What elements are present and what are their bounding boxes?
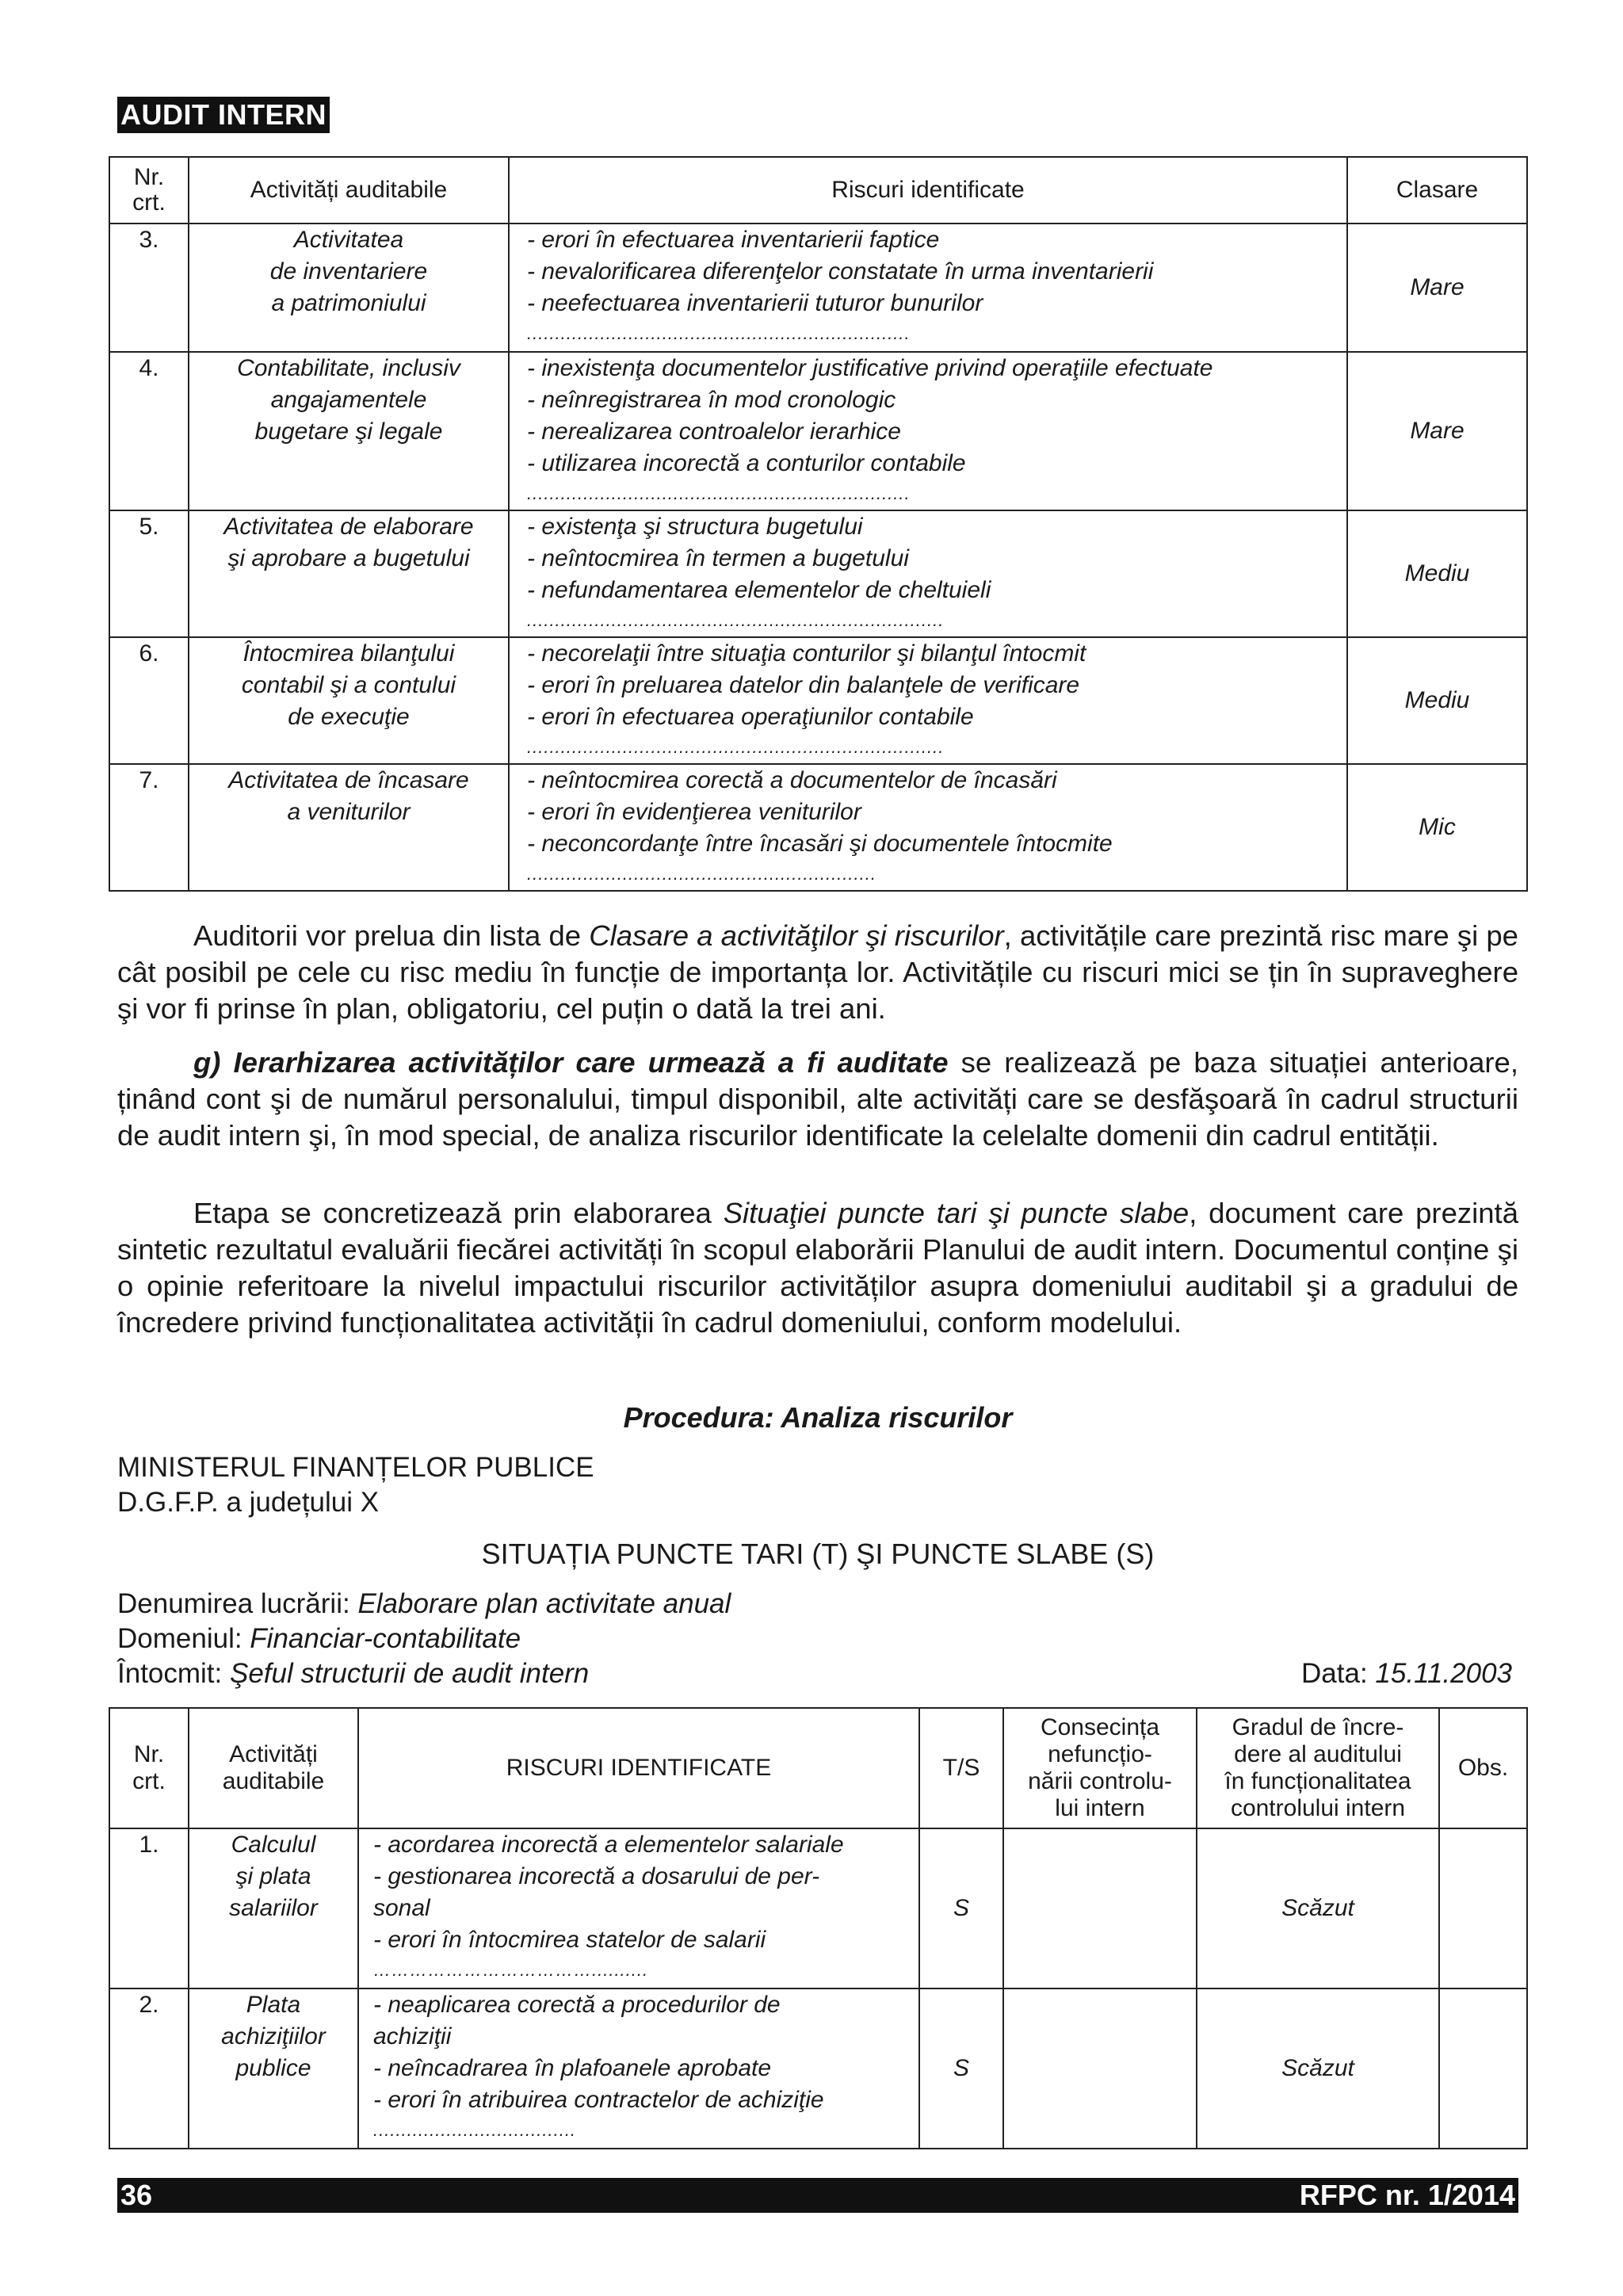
table-row [109, 637, 1527, 764]
text-line: contabil şi a contului [241, 672, 456, 698]
paragraph-etapa: Etapa se concretizează prin elaborarea Situaţiei puncte tari şi puncte slabe, document care prezintă sintetic rezultatul evaluării fiecărei activități în scopul elaborării Planului de audit intern. Documentul conține şi o opinie referitoare la nivelul impactului riscurilor activităților asupra domeniului auditabil şi a gradului de încredere privind funcționalitatea activității în cadrul domeniului, conform modelului. [117, 1197, 1518, 1339]
row-number: 1. [109, 1828, 189, 1988]
text-line: - inexistenţa documentelor justificative privind operaţiile efectuate [527, 355, 1213, 381]
text-line: de execuţie [288, 704, 410, 730]
text-line: - erori în evidenţierea veniturilor [527, 799, 861, 825]
procedure-title: Procedura: Analiza riscurilor [623, 1401, 1013, 1434]
header-ts: T/S [919, 1708, 1003, 1828]
header-risks: Riscuri identificate [509, 157, 1347, 223]
text-line: a patrimoniului [271, 290, 426, 316]
row-number: 3. [109, 223, 189, 352]
ts-cell: S [919, 1828, 1003, 1988]
text-line: - gestionarea incorectă a dosarului de per- [373, 1863, 820, 1889]
text-line: - neefectuarea inventarierii tuturor bunurilor [527, 290, 983, 316]
consecinta-cell [1003, 1988, 1197, 2149]
text-line: - neîncadrarea în plafoanele aprobate [373, 2055, 772, 2081]
text-line: - neînregistrarea în mod cronologic [527, 387, 896, 413]
text-line: - neîntocmirea în termen a bugetului [527, 545, 909, 571]
paragraph-ierarhizare: g) Ierarhizarea activităților care urmează a fi auditate se realizează pe baza situației anterioare, ținând cont şi de numărul personalului, timpul disponibil, alte activități care se desfăşoară în cadrul structurii de audit intern şi, în mod special, de analiza riscurilor identificate la celelalte domenii din cadrul entității. [117, 1046, 1518, 1152]
text-line: Contabilitate, inclusiv [237, 355, 460, 381]
text-line: Calculul [231, 1832, 316, 1858]
section-header: AUDIT INTERN [117, 97, 330, 133]
activity-cell [189, 1828, 358, 1988]
text-line: de inventariere [269, 258, 428, 285]
table-row [109, 764, 1527, 891]
table-row [109, 223, 1527, 352]
row-number: 7. [109, 764, 189, 891]
text-line: - erori în preluarea datelor din balanţele de verificare [527, 672, 1080, 698]
text-line: - nefundamentarea elementelor de cheltuieli [527, 577, 991, 603]
risks-cell [358, 1828, 919, 1988]
header-nr: Nr. crt. [109, 1708, 189, 1828]
activity-cell [189, 223, 509, 352]
clasare-cell: Mare [1347, 223, 1527, 352]
row-number: 4. [109, 352, 189, 510]
activity-cell [189, 352, 509, 510]
ministry-name: MINISTERUL FINANȚELOR PUBLICE [117, 1452, 594, 1483]
journal-issue: RFPC nr. 1/2014 [1299, 2179, 1515, 2211]
text-line: - nevalorificarea diferenţelor constatate în urma inventarierii [527, 258, 1154, 285]
risks-cell [509, 352, 1347, 510]
row-number: 5. [109, 510, 189, 637]
header-consecinta: Consecința nefuncțio- nării controlu- lui intern [1003, 1708, 1197, 1828]
header-gradul: Gradul de încre- dere al auditului în funcționalitatea controlului intern [1197, 1708, 1439, 1828]
document-title: SITUAȚIA PUNCTE TARI (T) ŞI PUNCTE SLABE (S) [481, 1538, 1155, 1570]
dotted-continuation: .......................................................................... [527, 737, 945, 757]
text-line: sonal [373, 1895, 430, 1921]
text-line: salariilor [229, 1895, 318, 1921]
text-line: Activitatea de încasare [228, 767, 469, 793]
activity-cell [189, 510, 509, 637]
activity-cell [189, 764, 509, 891]
activity-cell [189, 637, 509, 764]
text-line: publice [235, 2055, 311, 2081]
text-line: - existenţa şi structura bugetului [527, 514, 863, 540]
text-line: - acordarea incorectă a elementelor salariale [373, 1832, 844, 1858]
footer-bar [117, 2178, 1518, 2213]
risks-cell [509, 223, 1347, 352]
text-line: - nerealizarea controalelor ierarhice [527, 418, 901, 445]
header-activity: Activități auditabile [189, 1708, 358, 1828]
text-line: bugetare şi legale [254, 418, 443, 445]
dotted-continuation: .......................................................................... [527, 610, 945, 630]
clasare-cell: Mediu [1347, 510, 1527, 637]
dotted-continuation: .............................................................. [527, 864, 876, 884]
dotted-continuation: .................................................................... [527, 483, 911, 503]
text-line: Activitatea de elaborare [223, 514, 474, 540]
text-line: - erori în efectuarea operaţiunilor contabile [527, 704, 974, 730]
text-line: - erori în efectuarea inventarierii faptice [527, 227, 940, 253]
dgfp-name: D.G.F.P. a județului X [117, 1487, 380, 1518]
header-activity: Activități auditabile [189, 157, 509, 223]
dotted-continuation: .................................................................... [527, 323, 911, 343]
risks-cell [358, 1988, 919, 2149]
dotted-continuation: .................................... [373, 2120, 577, 2140]
risks-cell [509, 637, 1347, 764]
clasare-cell: Mediu [1347, 637, 1527, 764]
table-header-row [109, 1708, 1527, 1828]
date: Data: 15.11.2003 [1301, 1658, 1512, 1689]
domeniul: Domeniul: Financiar-contabilitate [117, 1623, 521, 1654]
denumire-lucrarii: Denumirea lucrării: Elaborare plan activitate anual [117, 1588, 731, 1619]
intocmit: Întocmit: Şeful structurii de audit intern [117, 1658, 590, 1689]
header-nr: Nr. crt. [109, 157, 189, 223]
clasare-cell: Mic [1347, 764, 1527, 891]
text-line: angajamentele [270, 387, 427, 413]
page-number: 36 [120, 2179, 153, 2211]
header-clasare: Clasare [1347, 157, 1527, 223]
text-line: şi aprobare a bugetului [227, 545, 470, 571]
header-risks: RISCURI IDENTIFICATE [358, 1708, 919, 1828]
activity-cell [189, 1988, 358, 2149]
ts-cell: S [919, 1988, 1003, 2149]
table-row [109, 1988, 1527, 2149]
activities-risks-table [109, 156, 1528, 892]
text-line: - neîntocmirea corectă a documentelor de încasări [527, 767, 1057, 793]
obs-cell [1439, 1828, 1527, 1988]
grad-cell: Scăzut [1197, 1988, 1439, 2149]
text-line: Plata [246, 1992, 301, 2018]
table-header-row [109, 157, 1527, 223]
text-line: - neaplicarea corectă a procedurilor de [373, 1992, 781, 2018]
text-line: - utilizarea incorectă a conturilor contabile [527, 450, 966, 476]
text-line: achiziţiilor [221, 2023, 326, 2050]
risks-cell [509, 510, 1347, 637]
text-line: achiziţii [373, 2023, 452, 2050]
row-number: 6. [109, 637, 189, 764]
text-line: Întocmirea bilanţului [242, 640, 455, 667]
table-row [109, 510, 1527, 637]
table-row [109, 1828, 1527, 1988]
text-line: - necorelaţii între situaţia conturilor şi bilanţul întocmit [527, 640, 1086, 667]
paragraph-clasare: Auditorii vor prelua din lista de Clasare a activităţilor şi riscurilor, activitățile care prezintă risc mare şi pe cât posibil pe cele cu risc mediu în funcție de importanța lor. Activitățile cu riscuri mici se țin în supraveghere şi vor fi prinse în plan, obligatoriu, cel puțin o dată la trei ani. [117, 919, 1518, 1025]
header-obs: Obs. [1439, 1708, 1527, 1828]
table-row [109, 352, 1527, 510]
strengths-weaknesses-table [109, 1707, 1528, 2149]
text-line: - neconcordanţe între încasări şi documentele întocmite [527, 831, 1113, 857]
text-line: - erori în întocmirea statelor de salarii [373, 1927, 766, 1953]
risks-cell [509, 764, 1347, 891]
obs-cell [1439, 1988, 1527, 2149]
text-line: şi plata [235, 1863, 311, 1889]
row-number: 2. [109, 1988, 189, 2149]
text-line: a veniturilor [287, 799, 411, 825]
consecinta-cell [1003, 1828, 1197, 1988]
grad-cell: Scăzut [1197, 1828, 1439, 1988]
dotted-continuation: ……………………………….......... [373, 1960, 649, 1980]
text-line: - erori în atribuirea contractelor de achiziţie [373, 2087, 824, 2113]
clasare-cell: Mare [1347, 352, 1527, 510]
text-line: Activitatea [293, 227, 404, 253]
